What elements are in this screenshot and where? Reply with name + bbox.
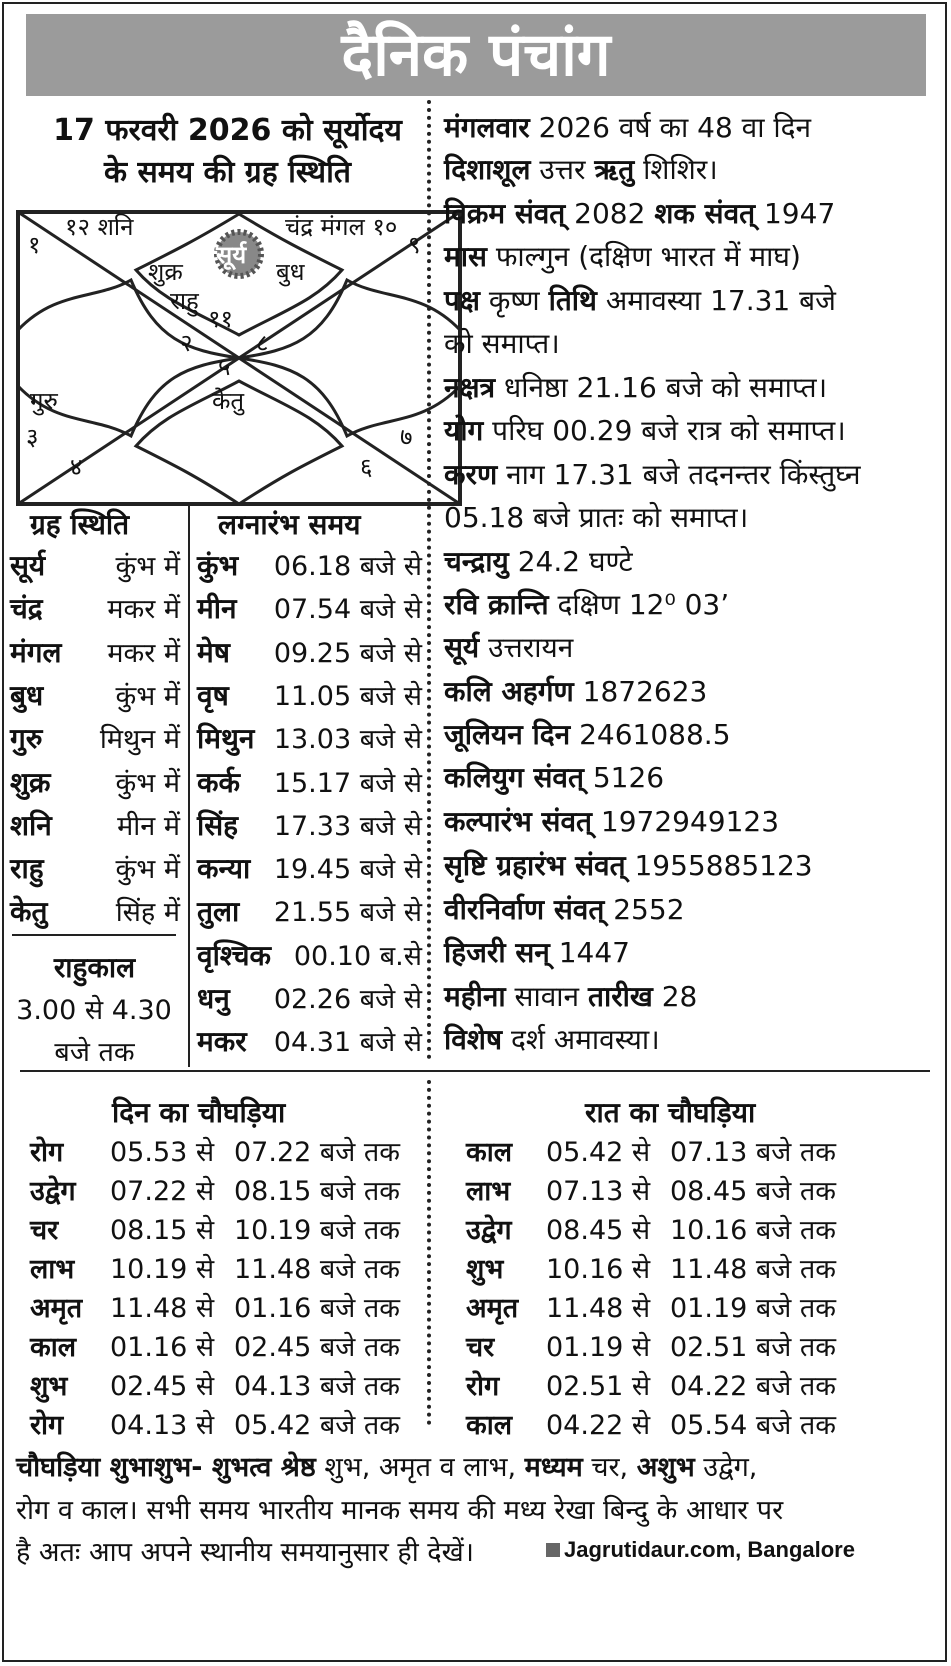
kundli-house2: २ xyxy=(180,329,193,357)
choghadiya-start: 10.16 से xyxy=(546,1254,651,1285)
graha-planet: शुक्र xyxy=(10,765,51,799)
graha-lagna-divider xyxy=(188,505,190,1067)
graha-rashi: मिथुन में xyxy=(99,724,180,756)
choghadiya-name: अमृत xyxy=(466,1293,519,1324)
choghadiya-name: शुभ xyxy=(30,1371,68,1402)
graha-rashi: कुंभ में xyxy=(115,767,180,799)
detail-key: ऋतु xyxy=(594,153,635,186)
detail-row xyxy=(444,890,685,928)
detail-key: नक्षत्र xyxy=(444,371,496,404)
detail-row xyxy=(444,108,811,146)
choghadiya-end: 01.19 बजे तक xyxy=(670,1293,837,1324)
lagna-time: 00.10 ब.से xyxy=(293,940,422,972)
choghadiya-name: काल xyxy=(466,1410,513,1441)
detail-row xyxy=(444,498,748,536)
choghadiya-end: 10.16 बजे तक xyxy=(670,1215,837,1246)
lagna-rashi: तुला xyxy=(197,895,240,929)
graha-planet: मंगल xyxy=(10,635,62,669)
rahukaal-time: 3.00 से 4.30 xyxy=(16,995,172,1026)
choghadiya-start: 08.15 से xyxy=(110,1215,215,1246)
lagna-rashi: कन्या xyxy=(197,852,251,886)
detail-key: कलियुग संवत् xyxy=(444,761,584,794)
detail-key: पक्ष xyxy=(444,284,480,317)
detail-key: महीना xyxy=(444,980,506,1013)
choghadiya-name: रोग xyxy=(466,1371,500,1402)
detail-value: फाल्गुन (दक्षिण भारत में माघ) xyxy=(486,240,801,273)
graha-planet: चंद्र xyxy=(10,592,43,626)
graha-planet: सूर्य xyxy=(10,549,46,582)
kundli-house3: ३ xyxy=(26,423,39,451)
detail-key: कलि अहर्गण xyxy=(444,675,574,708)
detail-row xyxy=(444,411,846,449)
detail-value: 2082 xyxy=(565,197,655,230)
choghadiya-divider xyxy=(427,1080,431,1425)
detail-value: उत्तर xyxy=(530,153,595,186)
detail-row xyxy=(444,977,697,1015)
detail-value: अमावस्या 17.31 बजे xyxy=(596,284,836,317)
detail-value: 1872623 xyxy=(573,675,708,708)
detail-row xyxy=(444,585,729,623)
choghadiya-start: 04.13 से xyxy=(110,1410,215,1441)
detail-value: नाग 17.31 बजे तदनन्तर किंस्तुघ्न xyxy=(497,458,861,491)
kundli-house12: १२ शनि xyxy=(65,213,134,241)
choghadiya-name: चर xyxy=(30,1215,59,1246)
lagna-rashi: मकर xyxy=(197,1025,247,1059)
footer-key3: अशुभ xyxy=(636,1452,695,1483)
kundli-house8: ८ xyxy=(256,329,269,357)
choghadiya-start: 04.22 से xyxy=(546,1410,651,1441)
graha-sthiti-heading: ग्रह स्थिति xyxy=(30,508,130,541)
detail-key: दिशाशूल xyxy=(444,153,531,186)
choghadiya-end: 04.13 बजे तक xyxy=(234,1371,401,1402)
detail-row xyxy=(444,368,827,406)
detail-value: उत्तरायन xyxy=(479,631,574,664)
section-divider xyxy=(20,1070,930,1072)
detail-row xyxy=(444,281,836,319)
detail-value: 2461088.5 xyxy=(570,718,731,751)
detail-value: सावान xyxy=(505,980,588,1013)
kundli-house4: ४ xyxy=(70,453,83,481)
sunrise-heading-line2: के समय की ग्रह स्थिति xyxy=(104,155,351,190)
choghadiya-start: 01.16 से xyxy=(110,1332,215,1363)
detail-key: विशेष xyxy=(444,1023,503,1056)
detail-value: 05.18 बजे प्रातः को समाप्त। xyxy=(444,501,749,534)
page-title: दैनिक पंचांग xyxy=(26,14,926,96)
detail-value: 1447 xyxy=(549,936,630,969)
choghadiya-end: 07.22 बजे तक xyxy=(234,1137,401,1168)
choghadiya-name: अमृत xyxy=(30,1293,83,1324)
graha-planet: गुरु xyxy=(10,722,43,756)
detail-row xyxy=(444,150,718,188)
detail-key: हिजरी सन् xyxy=(444,936,550,969)
graha-planet: बुध xyxy=(10,678,44,712)
detail-key: रवि क्रान्ति xyxy=(444,588,549,621)
kundli-house9: ९ xyxy=(408,231,421,259)
credit-text: Jagrutidaur.com, Bangalore xyxy=(564,1537,855,1562)
kundli-house5: ५ xyxy=(218,353,231,381)
choghadiya-end: 08.15 बजे तक xyxy=(234,1176,401,1207)
lagna-rashi: मेष xyxy=(197,635,230,669)
footer-line2: रोग व काल। सभी समय भारतीय मानक समय की मध्य रेखा बिन्दु के आधार पर xyxy=(16,1495,784,1526)
rahukaal-divider xyxy=(12,934,176,936)
graha-rashi: कुंभ में xyxy=(115,680,180,712)
choghadiya-end: 05.54 बजे तक xyxy=(670,1410,837,1441)
lagna-rashi: मीन xyxy=(197,592,237,626)
lagna-rashi: मिथुन xyxy=(197,722,255,756)
detail-key: तिथि xyxy=(548,284,597,317)
lagna-rashi: कुंभ xyxy=(197,549,239,582)
choghadiya-start: 07.22 से xyxy=(110,1176,215,1207)
detail-value: 5126 xyxy=(583,761,665,794)
detail-key: वीरनिर्वाण संवत् xyxy=(444,893,605,926)
detail-key: सृष्टि ग्रहारंभ संवत् xyxy=(444,849,626,882)
detail-row xyxy=(444,1020,660,1058)
detail-key: तारीख xyxy=(588,980,653,1013)
lagna-rashi: वृश्चिक xyxy=(197,938,272,972)
kundli-rahu: राहु xyxy=(170,287,199,315)
kundli-house6: ६ xyxy=(360,453,373,481)
choghadiya-start: 10.19 से xyxy=(110,1254,215,1285)
choghadiya-name: लाभ xyxy=(30,1254,75,1285)
detail-value: 1972949123 xyxy=(592,805,780,838)
choghadiya-start: 02.51 से xyxy=(546,1371,651,1402)
detail-row xyxy=(444,933,630,971)
detail-key: जूलियन दिन xyxy=(444,718,571,751)
detail-row xyxy=(444,758,664,796)
graha-rashi: मकर में xyxy=(107,637,180,669)
choghadiya-start: 11.48 से xyxy=(110,1293,215,1324)
detail-row xyxy=(444,846,813,884)
detail-row xyxy=(444,455,861,493)
detail-value: शिशिर। xyxy=(634,153,718,186)
choghadiya-name: लाभ xyxy=(466,1176,511,1207)
detail-value: परिघ 00.29 बजे रात्र को समाप्त। xyxy=(483,414,846,447)
lagna-time: 07.54 बजे से xyxy=(273,594,422,626)
kundli-center-surya: सूर्य xyxy=(216,241,247,269)
graha-rashi: मकर में xyxy=(107,594,180,626)
kundli-budh: बुध xyxy=(276,258,305,286)
sunrise-heading-line1: 17 फरवरी 2026 को सूर्योदय xyxy=(53,113,402,148)
footer-text2: चर, xyxy=(582,1452,637,1483)
choghadiya-name: रोग xyxy=(30,1410,64,1441)
lagna-heading: लग्नारंभ समय xyxy=(218,508,361,541)
choghadiya-end: 01.16 बजे तक xyxy=(234,1293,401,1324)
choghadiya-end: 08.45 बजे तक xyxy=(670,1176,837,1207)
choghadiya-start: 07.13 से xyxy=(546,1176,651,1207)
choghadiya-end: 04.22 बजे तक xyxy=(670,1371,837,1402)
detail-value: दक्षिण 12⁰ 03’ xyxy=(548,588,730,621)
graha-planet: केतु xyxy=(10,895,48,929)
detail-key: विक्रम संवत् xyxy=(444,197,566,230)
choghadiya-name: शुभ xyxy=(466,1254,504,1285)
credit-square-icon xyxy=(546,1543,560,1557)
rahukaal-suffix: बजे तक xyxy=(54,1037,135,1068)
detail-row xyxy=(444,324,560,362)
footer-line1 xyxy=(16,1447,757,1484)
lagna-time: 13.03 बजे से xyxy=(273,724,422,756)
detail-value: कृष्ण xyxy=(479,284,549,317)
kundli-shukra: शुक्र xyxy=(148,258,183,286)
choghadiya-start: 02.45 से xyxy=(110,1371,215,1402)
graha-planet: राहु xyxy=(10,852,44,886)
lagna-time: 21.55 बजे से xyxy=(273,897,422,929)
detail-row xyxy=(444,237,801,275)
graha-rashi: मीन में xyxy=(117,810,180,842)
kundli-ketu: केतु xyxy=(212,387,245,415)
choghadiya-start: 05.53 से xyxy=(110,1137,215,1168)
choghadiya-end: 02.45 बजे तक xyxy=(234,1332,401,1363)
choghadiya-name: उद्वेग xyxy=(30,1176,76,1207)
lagna-rashi: वृष xyxy=(197,678,229,712)
choghadiya-start: 11.48 से xyxy=(546,1293,651,1324)
detail-key: मास xyxy=(444,240,487,273)
graha-rashi: सिंह में xyxy=(115,897,180,929)
detail-value: 28 xyxy=(652,980,698,1013)
choghadiya-end: 05.42 बजे तक xyxy=(234,1410,401,1441)
detail-row xyxy=(444,542,633,580)
choghadiya-name: काल xyxy=(30,1332,77,1363)
din-choghadiya-heading: दिन का चौघड़िया xyxy=(112,1096,286,1129)
kundli-guru: गुरु xyxy=(30,387,58,415)
footer-key1: चौघड़िया शुभाशुभ- शुभत्व श्रेष्ठ xyxy=(16,1452,316,1483)
lagna-time: 11.05 बजे से xyxy=(273,680,422,712)
detail-key: कल्पारंभ संवत् xyxy=(444,805,593,838)
rahukaal-heading: राहुकाल xyxy=(53,951,136,984)
footer-text1: शुभ, अमृत व लाभ, xyxy=(315,1452,525,1483)
detail-row xyxy=(444,628,573,666)
detail-row xyxy=(444,194,835,232)
choghadiya-start: 01.19 से xyxy=(546,1332,651,1363)
lagna-time: 02.26 बजे से xyxy=(273,984,422,1015)
detail-value: को समाप्त। xyxy=(444,327,560,360)
kundli-house7: ७ xyxy=(400,423,413,451)
lagna-time: 15.17 बजे से xyxy=(273,767,422,799)
footer-credit xyxy=(546,1532,855,1568)
detail-row xyxy=(444,802,779,840)
choghadiya-name: उद्वेग xyxy=(466,1215,512,1246)
detail-value: 2026 वर्ष का 48 वा दिन xyxy=(529,111,812,144)
lagna-time: 06.18 बजे से xyxy=(273,551,422,582)
choghadiya-end: 11.48 बजे तक xyxy=(234,1254,401,1285)
detail-row xyxy=(444,672,707,710)
graha-rashi: कुंभ में xyxy=(115,551,180,582)
lagna-rashi: सिंह xyxy=(197,808,239,842)
choghadiya-name: रोग xyxy=(30,1137,64,1168)
raat-choghadiya-heading: रात का चौघड़िया xyxy=(585,1096,756,1129)
detail-key: करण xyxy=(444,458,498,491)
lagna-rashi: धनु xyxy=(197,982,230,1015)
choghadiya-end: 10.19 बजे तक xyxy=(234,1215,401,1246)
choghadiya-end: 11.48 बजे तक xyxy=(670,1254,837,1285)
detail-value: 1947 xyxy=(755,197,836,230)
choghadiya-name: काल xyxy=(466,1137,513,1168)
detail-key: शक संवत् xyxy=(654,197,756,230)
detail-value: 1955885123 xyxy=(625,849,813,882)
lagna-time: 17.33 बजे से xyxy=(273,810,422,842)
lagna-time: 04.31 बजे से xyxy=(273,1027,422,1059)
detail-key: योग xyxy=(444,414,484,447)
footer-text3: उद्वेग, xyxy=(694,1452,758,1483)
choghadiya-end: 02.51 बजे तक xyxy=(670,1332,837,1363)
kundli-house11: ११ xyxy=(208,305,233,333)
choghadiya-start: 08.45 से xyxy=(546,1215,651,1246)
detail-row xyxy=(444,715,731,753)
lagna-time: 09.25 बजे से xyxy=(273,637,422,669)
detail-key: चन्द्रायु xyxy=(444,545,509,578)
detail-value: 2552 xyxy=(604,893,685,926)
choghadiya-name: चर xyxy=(466,1332,495,1363)
detail-value: 24.2 घण्टे xyxy=(508,545,633,578)
detail-key: मंगलवार xyxy=(444,111,530,144)
lagna-rashi: कर्क xyxy=(197,765,241,799)
choghadiya-start: 05.42 से xyxy=(546,1137,651,1168)
lagna-time: 19.45 बजे से xyxy=(273,854,422,886)
graha-rashi: कुंभ में xyxy=(115,854,180,886)
detail-value: धनिष्ठा 21.16 बजे को समाप्त। xyxy=(495,371,828,404)
footer-key2: मध्यम xyxy=(524,1452,583,1483)
detail-value: दर्श अमावस्या। xyxy=(502,1023,660,1056)
graha-planet: शनि xyxy=(10,808,52,842)
kundli-house10: चंद्र मंगल १० xyxy=(285,213,398,241)
choghadiya-end: 07.13 बजे तक xyxy=(670,1137,837,1168)
detail-key: सूर्य xyxy=(444,631,480,664)
footer-line3: है अतः आप अपने स्थानीय समयानुसार ही देखें। xyxy=(16,1537,474,1568)
kundli-house1: १ xyxy=(28,231,41,259)
